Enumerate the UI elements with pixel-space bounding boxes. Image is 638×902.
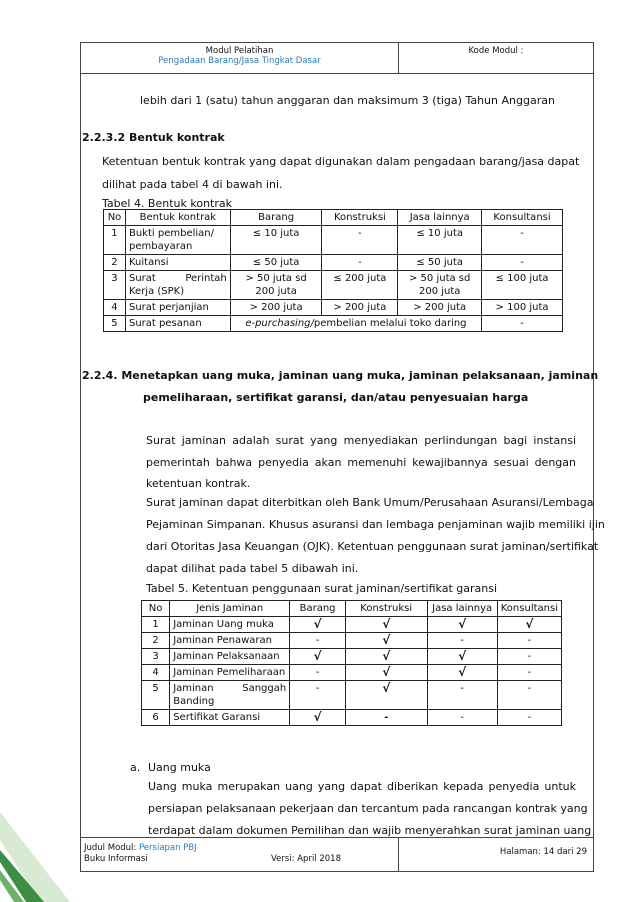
- page-footer: [81, 837, 593, 871]
- cell-no: 4: [104, 300, 126, 316]
- cell-konstruksi: √: [345, 649, 427, 665]
- cell-jasa: -: [427, 681, 497, 710]
- cell-jasa: ≤ 50 juta: [398, 255, 482, 271]
- cell-konsultansi: -: [497, 681, 561, 710]
- versi-label: Versi: April 2018: [271, 854, 341, 864]
- cell-no: 1: [142, 617, 170, 633]
- table-row: [142, 633, 562, 649]
- table4-bentuk-kontrak: [103, 209, 563, 332]
- table-row: [142, 710, 562, 726]
- cell-jenis: Jaminan Penawaran: [170, 633, 290, 649]
- cell-konstruksi: √: [345, 617, 427, 633]
- cell-jenis: Sertifikat Garansi: [170, 710, 290, 726]
- cell-bentuk-line1: Bukti pembelian/: [128, 228, 214, 239]
- th-jasa: Jasa lainnya: [427, 601, 497, 617]
- section-heading-224-line2: pemeliharaan, sertifikat garansi, dan/atau penyesuaian harga: [143, 391, 529, 404]
- table-row: [104, 226, 563, 255]
- footer-info-cell: [81, 838, 399, 871]
- cell-no: 3: [104, 271, 126, 300]
- cell-barang: ≤ 10 juta: [230, 226, 322, 255]
- item-a-label: a.: [130, 761, 141, 774]
- para-uang-muka-line3: terdapat dalam dokumen Pemilihan dan wajib menyerahkan surat jaminan uang: [148, 824, 592, 837]
- cell-no: 1: [104, 226, 126, 255]
- cell-jasa-line2: 200 juta: [418, 286, 461, 297]
- cell-konstruksi: > 200 juta: [322, 300, 398, 316]
- cell-jenis: Jaminan Pelaksanaan: [170, 649, 290, 665]
- cell-bentuk: Surat perjanjian: [125, 300, 230, 316]
- cell-jasa: √: [427, 665, 497, 681]
- cell-bentuk: [125, 271, 230, 300]
- cell-merged-method: [230, 316, 481, 332]
- para-terbit-line3: dari Otoritas Jasa Keuangan (OJK). Ketentuan penggunaan surat jaminan/sertifikat: [146, 540, 599, 553]
- para-jaminan-line3: ketentuan kontrak.: [146, 477, 251, 490]
- table-row: [142, 681, 562, 710]
- cell-konsultansi: -: [497, 649, 561, 665]
- page-header: [81, 43, 593, 74]
- buku-label: Buku Informasi: [84, 854, 148, 864]
- cell-jasa: [398, 271, 482, 300]
- cell-konstruksi: ≤ 200 juta: [322, 271, 398, 300]
- table-row: [104, 300, 563, 316]
- module-subtitle: Pengadaan Barang/Jasa Tingkat Dasar: [158, 56, 321, 66]
- cell-konsultansi: -: [497, 633, 561, 649]
- cell-bentuk-line2: pembayaran: [128, 241, 193, 252]
- cell-no: 4: [142, 665, 170, 681]
- cell-konsultansi: > 100 juta: [482, 300, 563, 316]
- cell-no: 6: [142, 710, 170, 726]
- th-jenis: Jenis Jaminan: [170, 601, 290, 617]
- module-code-label: Kode Modul :: [468, 46, 524, 56]
- cell-no: 5: [142, 681, 170, 710]
- cell-konstruksi: -: [322, 255, 398, 271]
- cell-jenis: [170, 681, 290, 710]
- th-konsultansi: Konsultansi: [482, 210, 563, 226]
- para-terbit-line2: Pejaminan Simpanan. Khusus asuransi dan lembaga penjaminan wajib memiliki ijin: [146, 518, 605, 531]
- cell-no: 2: [142, 633, 170, 649]
- cell-bentuk: Kuitansi: [125, 255, 230, 271]
- cell-jasa: > 200 juta: [398, 300, 482, 316]
- table5-jaminan: [141, 600, 562, 726]
- cell-konsultansi: -: [497, 665, 561, 681]
- cell-barang: ≤ 50 juta: [230, 255, 322, 271]
- th-no: No: [104, 210, 126, 226]
- cell-jenis-word2: Sanggah: [242, 683, 287, 694]
- cell-bentuk: Surat pesanan: [125, 316, 230, 332]
- cell-jasa: ≤ 10 juta: [398, 226, 482, 255]
- cell-no: 2: [104, 255, 126, 271]
- table-header-row: [104, 210, 563, 226]
- cell-barang: √: [290, 649, 346, 665]
- cell-no: 5: [104, 316, 126, 332]
- cell-barang: -: [290, 633, 346, 649]
- page-number-cell: [399, 838, 593, 871]
- cell-jasa: √: [427, 649, 497, 665]
- module-title: Modul Pelatihan: [205, 46, 274, 56]
- cell-konstruksi: √: [345, 665, 427, 681]
- module-code-cell: [399, 43, 593, 73]
- table-row: [104, 255, 563, 271]
- table5-caption: Tabel 5. Ketentuan penggunaan surat jaminan/sertifikat garansi: [146, 582, 498, 595]
- para-bentuk-kontrak-line2: dilihat pada tabel 4 di bawah ini.: [102, 178, 283, 191]
- module-title-cell: [81, 43, 399, 73]
- table-row: [142, 665, 562, 681]
- cell-bentuk-line2: Kerja (SPK): [128, 286, 185, 297]
- cell-toko-daring: pembelian melalui toko daring: [313, 318, 467, 329]
- cell-jasa: -: [427, 710, 497, 726]
- table-row: [104, 271, 563, 300]
- para-bentuk-kontrak-line1: Ketentuan bentuk kontrak yang dapat digunakan dalam pengadaan barang/jasa dapat: [102, 155, 580, 168]
- text-line-top: lebih dari 1 (satu) tahun anggaran dan maksimum 3 (tiga) Tahun Anggaran: [140, 94, 555, 107]
- para-jaminan-line1: Surat jaminan adalah surat yang menyediakan perlindungan bagi instansi: [146, 434, 576, 447]
- table-row: [104, 316, 563, 332]
- cell-no: 3: [142, 649, 170, 665]
- section-heading-224-line1: 2.2.4. Menetapkan uang muka, jaminan uang muka, jaminan pelaksanaan, jaminan: [82, 369, 599, 382]
- page-number: Halaman: 14 dari 29: [499, 847, 587, 857]
- cell-barang: √: [290, 617, 346, 633]
- cell-konstruksi: √: [345, 633, 427, 649]
- judul-label: Judul Modul:: [84, 843, 139, 853]
- cell-barang-line1: > 50 juta sd: [245, 273, 307, 284]
- th-jasa: Jasa lainnya: [398, 210, 482, 226]
- th-barang: Barang: [230, 210, 322, 226]
- para-terbit-line1: Surat jaminan dapat diterbitkan oleh Bank Umum/Perusahaan Asuransi/Lembaga: [146, 496, 594, 509]
- cell-konsultansi: -: [482, 255, 563, 271]
- table-row: [142, 617, 562, 633]
- table4-caption: Tabel 4. Bentuk kontrak: [102, 197, 232, 210]
- cell-barang: [230, 271, 322, 300]
- cell-konstruksi: -: [345, 710, 427, 726]
- judul-value: Persiapan PBJ: [138, 843, 197, 853]
- cell-konsultansi: ≤ 100 juta: [482, 271, 563, 300]
- cell-konsultansi: -: [497, 710, 561, 726]
- th-no: No: [142, 601, 170, 617]
- para-terbit-line4: dapat dilihat pada tabel 5 dibawah ini.: [146, 562, 359, 575]
- cell-barang: -: [290, 665, 346, 681]
- cell-bentuk: [125, 226, 230, 255]
- cell-jasa: -: [427, 633, 497, 649]
- para-jaminan-line2: pemerintah bahwa penyedia akan memenuhi kewajibannya sesuai dengan: [146, 456, 576, 469]
- para-uang-muka-line1: Uang muka merupakan uang yang dapat diberikan kepada penyedia untuk: [148, 780, 576, 793]
- para-uang-muka-line2: persiapan pelaksanaan pekerjaan dan tercantum pada rancangan kontrak yang: [148, 802, 588, 815]
- cell-barang: > 200 juta: [230, 300, 322, 316]
- th-barang: Barang: [290, 601, 346, 617]
- cell-jenis-line2: Banding: [173, 696, 215, 707]
- cell-konsultansi: -: [482, 316, 563, 332]
- cell-barang: √: [290, 710, 346, 726]
- cell-barang-line2: 200 juta: [255, 286, 297, 297]
- table-header-row: [142, 601, 562, 617]
- cell-bentuk-word1: Surat: [128, 273, 156, 284]
- cell-konsultansi: √: [497, 617, 561, 633]
- cell-konsultansi: -: [482, 226, 563, 255]
- cell-jenis: Jaminan Uang muka: [170, 617, 290, 633]
- table-row: [142, 649, 562, 665]
- cell-jenis: Jaminan Pemeliharaan: [170, 665, 290, 681]
- section-heading-2232: 2.2.3.2 Bentuk kontrak: [82, 131, 225, 144]
- cell-jasa: √: [427, 617, 497, 633]
- cell-bentuk-word2: Perintah: [185, 273, 227, 284]
- th-konstruksi: Konstruksi: [345, 601, 427, 617]
- th-konsultansi: Konsultansi: [497, 601, 561, 617]
- item-a-title: Uang muka: [148, 761, 211, 774]
- cell-konstruksi: -: [322, 226, 398, 255]
- cell-konstruksi: √: [345, 681, 427, 710]
- th-konstruksi: Konstruksi: [322, 210, 398, 226]
- cell-barang: -: [290, 681, 346, 710]
- cell-jenis-word1: Jaminan: [173, 683, 214, 694]
- th-bentuk: Bentuk kontrak: [125, 210, 230, 226]
- cell-jasa-line1: > 50 juta sd: [409, 273, 471, 284]
- cell-epurchasing: e-purchasing/: [245, 318, 314, 329]
